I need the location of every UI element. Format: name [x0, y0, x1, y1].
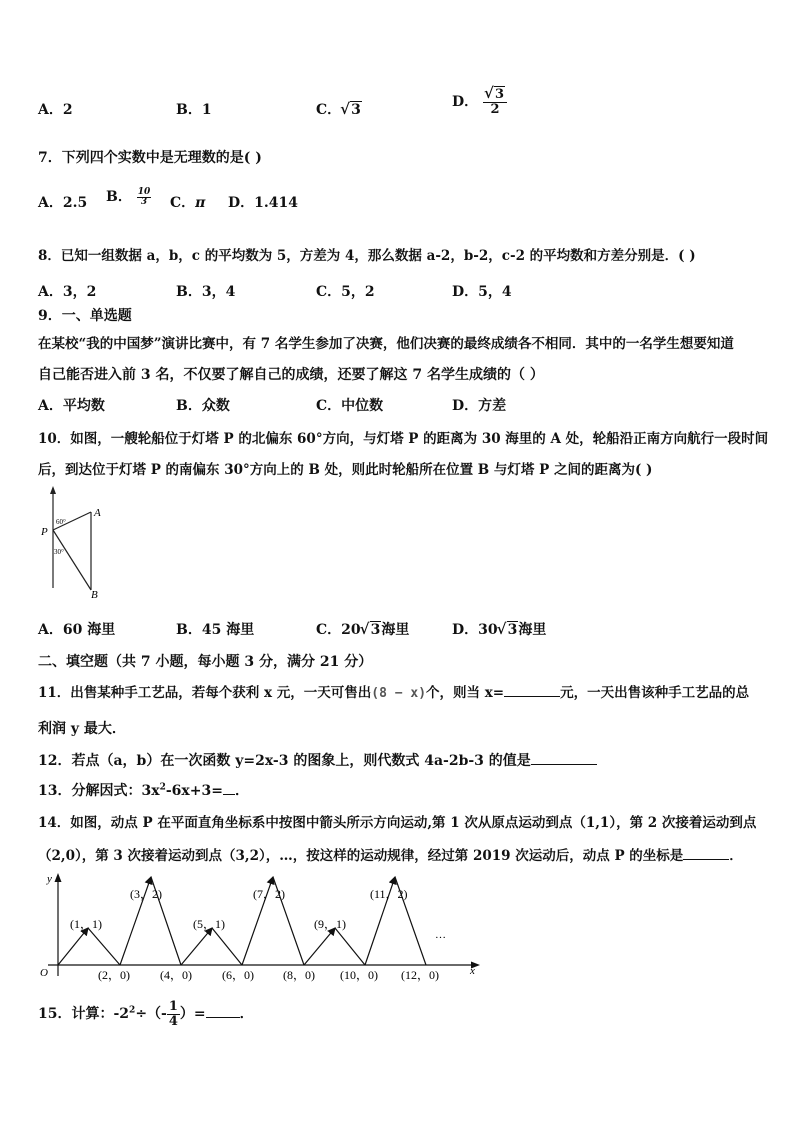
- y-axis-label: y: [47, 873, 52, 885]
- q7-option-c: C．π: [170, 195, 206, 211]
- segment-pb: [53, 530, 91, 590]
- q7-option-b: B． $\frac{10}{3}$: [106, 186, 151, 207]
- q6-c-radicand: 3: [351, 102, 361, 118]
- q12-text: 12．若点（a，b）在一次函数 y=2x-3 的图象上，则代数式 4a-2b-3 的值是: [38, 750, 597, 770]
- q11-expression: (8 − x): [371, 686, 427, 701]
- q10-option-c: C．20√ 3海里: [316, 619, 409, 639]
- q9-option-d: D．方差: [452, 398, 507, 414]
- angle-60-label: 60°: [56, 518, 66, 526]
- point-label-3-2: (3，2): [130, 887, 162, 901]
- q13-answer-blank: [223, 782, 235, 795]
- q14-line2: （2,0），第 3 次接着运动到点（3,2），…，按这样的运动规律，经过第 2019 次运动后，动点 P 的坐标是 ．: [38, 848, 743, 864]
- point-a-label: A: [94, 507, 101, 519]
- q14-answer-blank: [683, 847, 729, 860]
- q15-fraction: $\frac{1}{4}$: [168, 999, 178, 1029]
- q11-line1: 11．出售某种手工艺品，若每个获利 x 元，一天可售出(8 − x)个，则当 x= 元，一天出售该种手工艺品的总: [38, 685, 750, 701]
- q11-line2: 利润 y 最大．: [38, 721, 126, 737]
- point-b-label: B: [91, 589, 98, 601]
- north-arrow: [50, 486, 56, 494]
- point-label-12-0: (12，0): [401, 968, 439, 982]
- q10-line2: 后，到达位于灯塔 P 的南偏东 30°方向上的 B 处，则此时轮船所在位置 B 与灯塔 P 之间的距离为( ): [38, 462, 653, 478]
- y-axis-arrow: [55, 873, 62, 882]
- zigzag-path-figure: [38, 868, 488, 984]
- q6-option-c: C．√ 3: [316, 99, 362, 119]
- q10-line1: 10．如图，一艘轮船位于灯塔 P 的北偏东 60°方向，与灯塔 P 的距离为 30 海里的 A 处，轮船沿正南方向航行一段时间: [38, 431, 769, 447]
- q10-option-b: B．45 海里: [176, 622, 255, 638]
- q8-option-c: C．5，2: [316, 284, 375, 300]
- q8-option-a: A．3，2: [38, 284, 97, 300]
- q7-b-fraction: $\frac{10}{3}$: [137, 186, 151, 207]
- q6-d-fraction: √ $\frac{3}{2}$: [483, 88, 507, 116]
- angle-30-label: 30°: [54, 548, 64, 556]
- q15-answer-blank: [206, 1005, 240, 1018]
- point-label-8-0: (8，0): [283, 968, 315, 982]
- q11-answer-blank: [504, 684, 560, 697]
- point-label-1-1: (1，1): [70, 917, 102, 931]
- point-label-7-2: (7，2): [253, 887, 285, 901]
- point-label-10-0: (10，0): [340, 968, 378, 982]
- q7-stem: 7．下列四个实数中是无理数的是( ): [38, 150, 262, 166]
- q9-option-c: C．中位数: [316, 398, 384, 414]
- q9-line2: 自己能否进入前 3 名，不仅要了解自己的成绩，还要了解这 7 名学生成绩的（ ）: [38, 367, 544, 383]
- q7-option-d: D．1.414: [228, 195, 298, 211]
- ellipsis: …: [435, 929, 446, 941]
- q6-option-b: B．1: [176, 102, 212, 118]
- q10-option-a: A．60 海里: [38, 622, 116, 638]
- point-label-2-0: (2，0): [98, 968, 130, 982]
- origin-label: O: [40, 967, 48, 979]
- lighthouse-figure: [38, 484, 108, 604]
- q13-text: 13．分解因式：$3x^2-6x+3=$ ．: [38, 782, 249, 799]
- q8-stem: 8．已知一组数据 a，b，c 的平均数为 5，方差为 4，那么数据 a-2，b-2，c-2 的平均数和方差分别是．( ): [38, 248, 696, 264]
- q8-option-b: B．3，4: [176, 284, 236, 300]
- q12-answer-blank: [531, 752, 597, 765]
- q6-option-d: D． √ $\frac{3}{2}$: [452, 88, 507, 116]
- q7-option-a: A．2.5: [38, 195, 88, 211]
- q8-option-d: D．5，4: [452, 284, 512, 300]
- q6-option-a: A．2: [38, 102, 73, 118]
- point-label-9-1: (9，1): [314, 917, 346, 931]
- point-label-11-2: (11，2): [370, 887, 408, 901]
- point-label-4-0: (4，0): [160, 968, 192, 982]
- q9-title: 9．一、单选题: [38, 308, 132, 324]
- point-p-label: P: [41, 526, 48, 538]
- q14-line1: 14．如图，动点 P 在平面直角坐标系中按图中箭头所示方向运动,第 1 次从原点运动到点（1,1），第 2 次接着运动到点: [38, 815, 757, 831]
- section-2-heading: 二、填空题（共 7 小题，每小题 3 分，满分 21 分）: [38, 654, 373, 670]
- point-label-6-0: (6，0): [222, 968, 254, 982]
- q9-option-b: B．众数: [176, 398, 230, 414]
- q9-option-a: A．平均数: [38, 398, 105, 414]
- q10-option-d: D．30√ 3海里: [452, 619, 546, 639]
- q15-text: 15．计算：$-2^2\div(-$ $\frac{1}{4}$ ）= ．: [38, 999, 254, 1029]
- q9-line1: 在某校“我的中国梦”演讲比赛中，有 7 名学生参加了决赛，他们决赛的最终成绩各不相同．其中的一名学生想要知道: [38, 336, 734, 352]
- point-label-5-1: (5，1): [193, 917, 225, 931]
- x-axis-label: x: [470, 965, 475, 977]
